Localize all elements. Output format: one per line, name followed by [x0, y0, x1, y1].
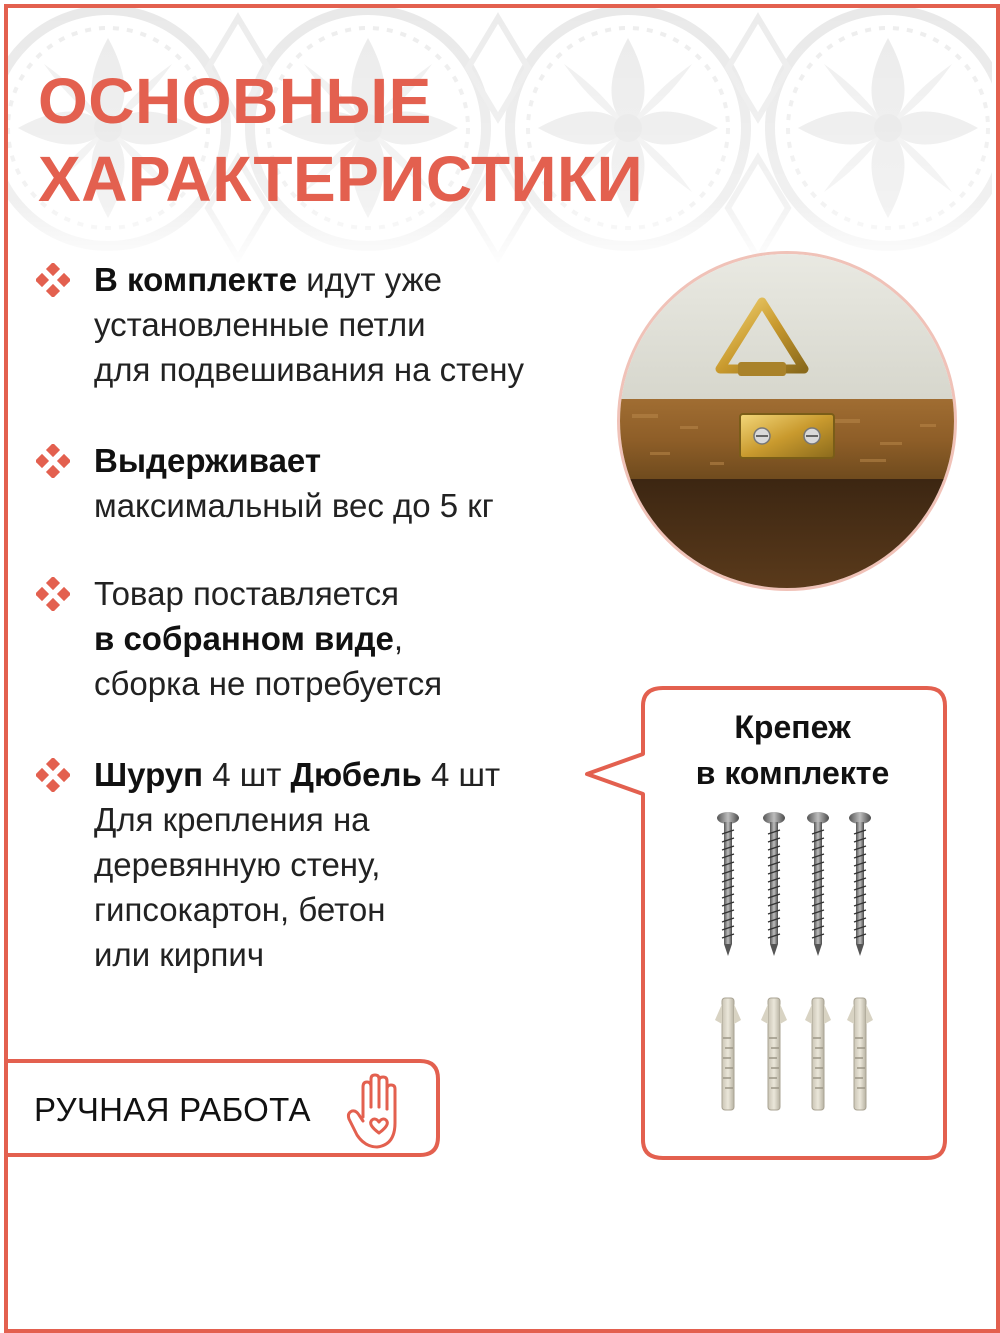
- feature-4-line-3: деревянную стену,: [94, 846, 381, 883]
- feature-4-line-5: или кирпич: [94, 936, 265, 973]
- screws-dowels-illustration: [700, 808, 890, 1126]
- handmade-label: РУЧНАЯ РАБОТА: [34, 1091, 311, 1128]
- feature-fasteners: [36, 752, 636, 977]
- feature-kit-loops: [36, 257, 636, 392]
- page-title: [38, 62, 643, 218]
- feature-assembled: [36, 571, 636, 706]
- feature-4-line-4: гипсокартон, бетон: [94, 891, 386, 928]
- feature-4-line-2: Для крепления на: [94, 801, 370, 838]
- feature-4-text-b: 4 шт: [421, 756, 501, 793]
- callout-line-1: Крепеж: [734, 709, 851, 745]
- feature-3-line-3: сборка не потребуется: [94, 665, 443, 702]
- feature-3-comma: ,: [393, 620, 404, 657]
- callout-line-2: в комплекте: [695, 755, 890, 791]
- feature-3-bold: в собранном виде: [94, 620, 394, 657]
- feature-4-bold-a: Шуруп: [94, 756, 204, 793]
- feature-1-line-2: установленные петли: [94, 306, 426, 343]
- feature-3-line-1: Товар поставляется: [94, 575, 400, 612]
- hand-heart-icon: [345, 1073, 407, 1149]
- feature-4-text-a: 4 шт: [203, 756, 291, 793]
- diamond-cluster-icon: [36, 263, 70, 297]
- diamond-cluster-icon: [36, 577, 70, 611]
- feature-4-bold-b: Дюбель: [290, 756, 422, 793]
- feature-1-line-3: для подвешивания на стену: [94, 351, 524, 388]
- feature-1-rest: идут уже: [297, 261, 443, 298]
- diamond-cluster-icon: [36, 444, 70, 478]
- title-line-1: ОСНОВНЫЕ: [38, 65, 432, 137]
- feature-max-weight: [36, 438, 636, 528]
- feature-1-bold: В комплекте: [94, 261, 298, 298]
- title-line-2: ХАРАКТЕРИСТИКИ: [38, 143, 644, 215]
- hanger-photo: [617, 251, 957, 591]
- feature-2-bold: Выдерживает: [94, 442, 322, 479]
- callout-title: [640, 704, 945, 796]
- hanger-illustration: [620, 254, 954, 588]
- diamond-cluster-icon: [36, 758, 70, 792]
- feature-2-line-2: максимальный вес до 5 кг: [94, 487, 494, 524]
